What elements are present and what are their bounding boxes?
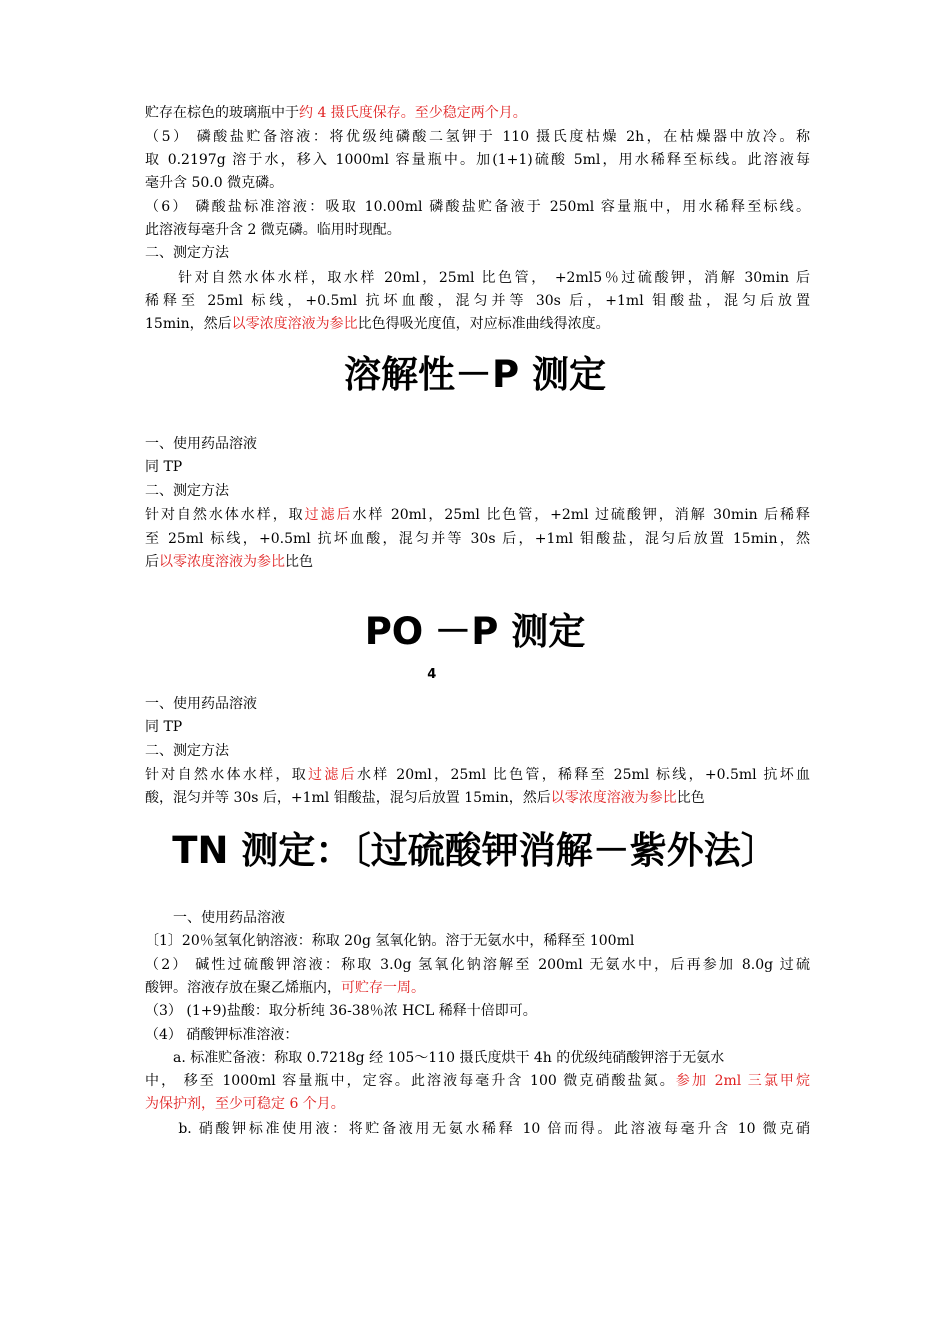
- text-segment: 同 TP: [145, 459, 183, 475]
- text-segment: 酸，混匀并等 30s 后，+1ml 钼酸盐，混匀后放置 15min，然后: [145, 790, 551, 806]
- text-line: [145, 955, 810, 975]
- text-segment: （4） 硝酸钾标准溶液：: [145, 1027, 299, 1043]
- text-segment: 比色: [285, 554, 313, 570]
- heading-po4-rest: －P 测定: [434, 610, 586, 653]
- text-line: [145, 150, 810, 170]
- text-segment: 〔1〕20％氢氧化钠溶液：称取 20g 氢氧化钠。溶于无氨水中，稀释至 100ml: [145, 933, 635, 949]
- text-line: [145, 505, 810, 525]
- highlight-text: 约 4 摄氏度保存。至少稳定两个月。: [299, 105, 527, 121]
- text-segment: 稀释至 25ml 标线，+0.5ml 抗坏血酸，混匀并等 30s 后，+1ml 钼酸盐，混匀后放置: [145, 293, 810, 309]
- text-line: [145, 978, 810, 998]
- text-segment: 二、测定方法: [145, 483, 229, 499]
- text-segment: 一、使用药品溶液: [145, 910, 285, 926]
- text-line: [145, 268, 810, 288]
- text-line: [145, 103, 810, 123]
- text-line: [145, 1001, 810, 1021]
- text-line: [145, 314, 810, 334]
- text-line: [145, 717, 810, 737]
- text-segment: 针对自然水体水样，取: [145, 507, 305, 523]
- text-segment: 15min，然后: [145, 316, 232, 332]
- text-segment: 针对自然水体水样，取水样 20ml，25ml 比色管， +2ml5％过硫酸钾，消解 30min 后: [145, 270, 810, 286]
- text-segment: 针对自然水体水样，取: [145, 767, 309, 783]
- heading-tn: TN 测定：〔过硫酸钾消解－紫外法〕: [172, 829, 778, 872]
- highlight-text: 为保护剂，至少可稳定 6 个月。: [145, 1096, 345, 1112]
- text-line: [145, 173, 810, 193]
- text-line: [145, 1119, 810, 1139]
- text-segment: 中， 移至 1000ml 容量瓶中，定容。此溶液每毫升含 100 微克硝酸盐氮。: [145, 1073, 676, 1089]
- text-segment: 毫升含 50.0 微克磷。: [145, 175, 284, 191]
- text-segment: 二、测定方法: [145, 743, 229, 759]
- text-segment: （5） 磷酸盐贮备溶液：将优级纯磷酸二氢钾于 110 摄氏度枯燥 2h，在枯燥器中放冷。称: [145, 129, 810, 145]
- text-line: [145, 434, 810, 454]
- highlight-text: 可贮存一周。: [341, 980, 425, 996]
- text-line: [145, 931, 810, 951]
- text-segment: 后: [145, 554, 159, 570]
- text-line: [145, 197, 810, 217]
- text-segment: 同 TP: [145, 719, 183, 735]
- text-line: [145, 481, 810, 501]
- highlight-text: 以零浓度溶液为参比: [159, 554, 285, 570]
- heading-po4-main: PO: [364, 610, 424, 653]
- highlight-text: 过滤后: [308, 767, 357, 783]
- text-segment: 贮存在棕色的玻璃瓶中于: [145, 105, 299, 121]
- highlight-text: 过滤后: [304, 507, 353, 523]
- heading-dissolved-p: 溶解性－P 测定: [344, 353, 606, 396]
- highlight-text: 以零浓度溶液为参比: [231, 316, 358, 332]
- text-line: [145, 741, 810, 761]
- text-segment: 一、使用药品溶液: [145, 696, 257, 712]
- text-line: [145, 788, 810, 808]
- text-segment: b. 硝酸钾标准使用液：将贮备液用无氨水稀释 10 倍而得。此溶液每毫升含 10 微克硝: [145, 1121, 810, 1137]
- text-line: [145, 220, 810, 240]
- text-segment: 至 25ml 标线，+0.5ml 抗坏血酸，混匀并等 30s 后，+1ml 钼酸盐，混匀后放置 15min，然: [145, 531, 810, 547]
- text-segment: 二、测定方法: [145, 245, 229, 261]
- text-segment: 比色得吸光度值，对应标准曲线得浓度。: [357, 316, 610, 332]
- text-segment: 取 0.2197g 溶于水，移入 1000ml 容量瓶中。加(1+1)硫酸 5ml，用水稀释至标线。此溶液每: [145, 152, 810, 168]
- text-line: [145, 291, 810, 311]
- text-line: [145, 1025, 810, 1045]
- text-segment: 水样 20ml，25ml 比色管，稀释至 25ml 标线，+0.5ml 抗坏血: [356, 767, 811, 783]
- text-segment: （6） 磷酸盐标准溶液：吸取 10.00ml 磷酸盐贮备液于 250ml 容量瓶中，用水稀释至标线。: [145, 199, 810, 215]
- text-segment: 水样 20ml，25ml 比色管，+2ml 过硫酸钾，消解 30min 后稀释: [352, 507, 811, 523]
- text-line: [145, 243, 810, 263]
- highlight-text: 以零浓度溶液为参比: [550, 790, 677, 806]
- text-line: [145, 457, 810, 477]
- text-line: [145, 694, 810, 714]
- text-segment: 此溶液每毫升含 2 微克磷。临用时现配。: [145, 222, 401, 238]
- text-line: [145, 127, 810, 147]
- text-segment: （3） (1+9)盐酸：取分析纯 36-38％浓 HCL 稀释十倍即可。: [145, 1003, 537, 1019]
- text-segment: （2） 碱性过硫酸钾溶液：称取 3.0g 氢氧化钠溶解至 200ml 无氨水中，后再参加 8.0g 过硫: [145, 957, 810, 973]
- text-line: [145, 1071, 810, 1091]
- text-segment: a. 标准贮备液：称取 0.7218g 经 105～110 摄氏度烘干 4h 的优级纯硝酸钾溶于无氨水: [145, 1050, 725, 1066]
- heading-po4-subscript: 4: [427, 667, 437, 682]
- text-line: [145, 1048, 810, 1068]
- text-line: [145, 908, 810, 928]
- highlight-text: 参加 2ml 三氯甲烷: [675, 1073, 811, 1089]
- text-line: [145, 529, 810, 549]
- text-line: [145, 552, 810, 572]
- heading-po4-p: [0, 607, 950, 682]
- text-segment: 一、使用药品溶液: [145, 436, 257, 452]
- text-segment: 酸钾。溶液存放在聚乙烯瓶内，: [145, 980, 341, 996]
- text-segment: 比色: [676, 790, 705, 806]
- text-line: [145, 765, 810, 785]
- text-line: [145, 1094, 810, 1114]
